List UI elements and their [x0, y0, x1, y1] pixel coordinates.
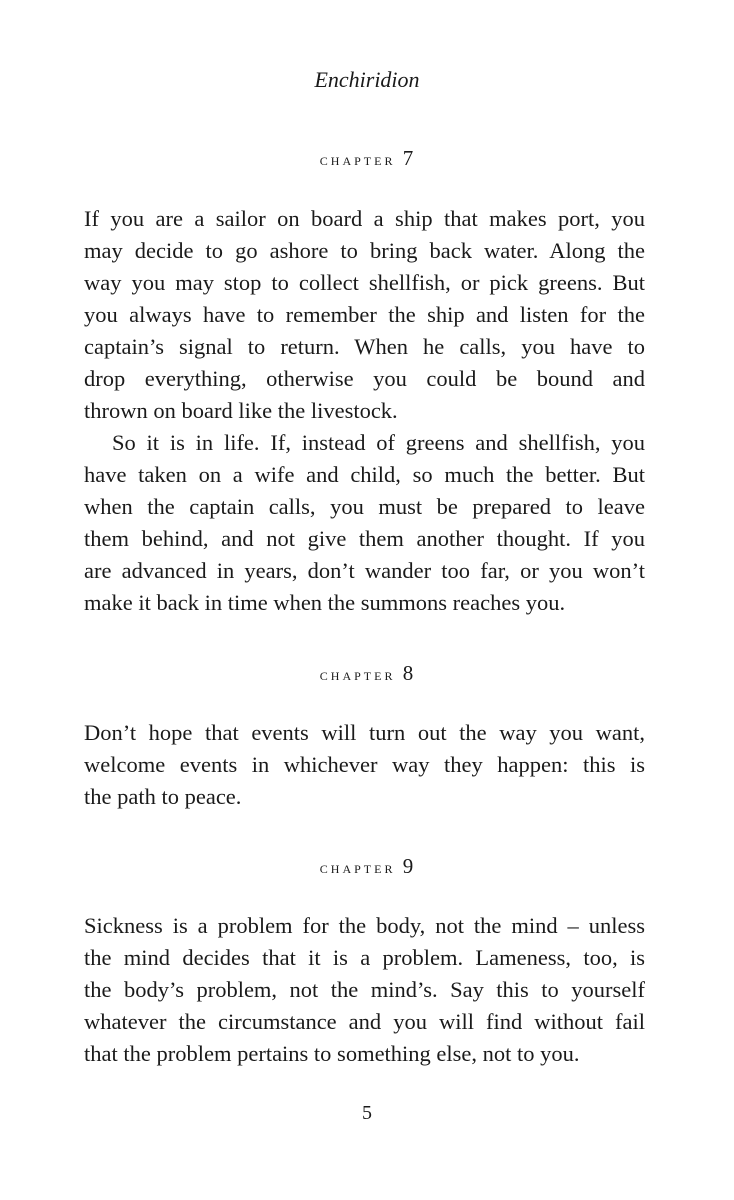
chapter-heading-7: [0, 145, 734, 173]
text-line: make it back in time when the summons reaches you.: [84, 590, 566, 615]
paragraph: [84, 910, 645, 1070]
chapter-label: chapter: [319, 150, 396, 169]
text-line: So it is in life. If, instead of greens and shellfish, you: [112, 430, 645, 455]
chapter-heading-9: [0, 853, 734, 881]
chapter-label: chapter: [319, 665, 396, 684]
text-line: thrown on board like the livestock.: [84, 398, 398, 423]
text-line: may decide to go ashore to bring back water. Along the: [84, 238, 645, 263]
text-line: captain’s signal to return. When he calls, you have to: [84, 334, 645, 359]
chapter-number: 8: [402, 661, 415, 685]
chapter-7-text: [84, 203, 645, 619]
text-line: Sickness is a problem for the body, not the mind – unless: [84, 913, 645, 938]
paragraph: [84, 203, 645, 427]
text-line: you always have to remember the ship and listen for the: [84, 302, 645, 327]
text-line: the body’s problem, not the mind’s. Say this to yourself: [84, 977, 645, 1002]
chapter-8-text: [84, 717, 645, 813]
paragraph: [84, 717, 645, 813]
text-line: If you are a sailor on board a ship that makes port, you: [84, 206, 645, 231]
text-line: Don’t hope that events will turn out the way you want,: [84, 720, 645, 745]
text-line: way you may stop to collect shellfish, or pick greens. But: [84, 270, 645, 295]
chapter-heading-8: [0, 660, 734, 688]
running-head: Enchiridion: [314, 67, 420, 92]
chapter-9-text: [84, 910, 645, 1070]
text-line: welcome events in whichever way they happen: this is: [84, 752, 645, 777]
text-line: them behind, and not give them another thought. If you: [84, 526, 645, 551]
paragraph: [84, 427, 645, 619]
text-line: that the problem pertains to something else, not to you.: [84, 1041, 580, 1066]
chapter-label: chapter: [319, 858, 396, 877]
chapter-number: 7: [402, 146, 415, 170]
page-number: 5: [362, 1102, 372, 1124]
text-line: the path to peace.: [84, 784, 242, 809]
chapter-number: 9: [402, 854, 415, 878]
text-line: when the captain calls, you must be prepared to leave: [84, 494, 645, 519]
text-line: drop everything, otherwise you could be bound and: [84, 366, 645, 391]
text-line: the mind decides that it is a problem. Lameness, too, is: [84, 945, 645, 970]
text-line: are advanced in years, don’t wander too far, or you won’t: [84, 558, 645, 583]
text-line: whatever the circumstance and you will find without fail: [84, 1009, 645, 1034]
text-line: have taken on a wife and child, so much the better. But: [84, 462, 645, 487]
